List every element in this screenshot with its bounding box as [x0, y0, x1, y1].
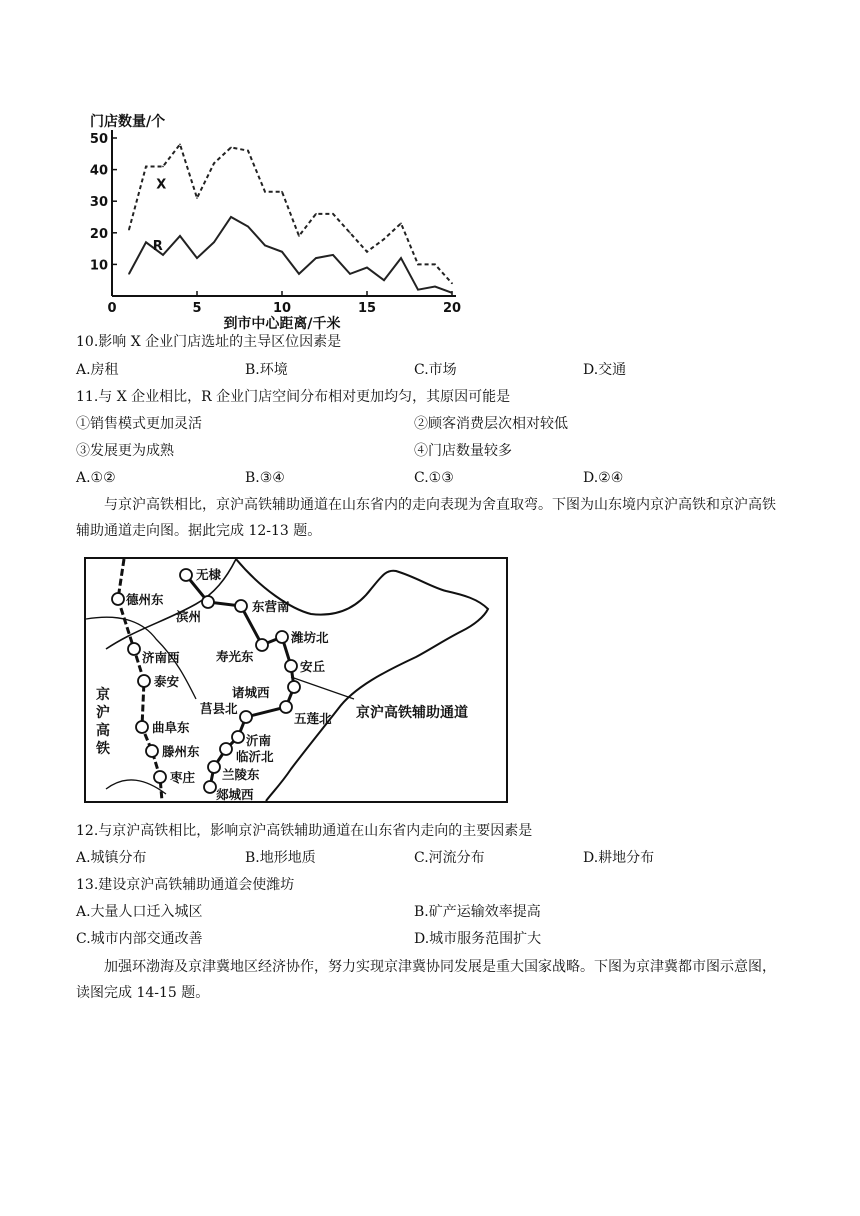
- q12-option-c[interactable]: C.河流分布: [414, 850, 485, 866]
- q11-option-b[interactable]: B.③④: [245, 470, 285, 486]
- station-tanchengxi: [204, 781, 216, 793]
- q12-option-b[interactable]: B.地形地质: [245, 850, 316, 866]
- label-yinan: 沂南: [246, 733, 272, 748]
- data-point-r: [349, 273, 351, 275]
- intro-12-13: 与京沪高铁相比，京沪高铁辅助通道在山东省内的走向表现为舍直取弯。下图为山东境内京沪高铁和京沪高铁辅助通道走向图。据此完成 12-13 题。: [76, 497, 776, 539]
- label-taian: 泰安: [154, 674, 180, 689]
- y-tick-label: 20: [89, 226, 108, 242]
- station-wulianbei: [280, 701, 292, 713]
- q10-option-d[interactable]: D.交通: [583, 362, 627, 378]
- q12-option-a[interactable]: A.城镇分布: [76, 850, 147, 866]
- data-point-x: [179, 144, 181, 146]
- q10-stem: 10.影响 X 企业门店选址的主导区位因素是: [76, 334, 342, 350]
- data-point-r: [298, 273, 300, 275]
- label-weifangbei: 潍坊北: [291, 630, 329, 645]
- data-point-r: [451, 292, 453, 294]
- label-zhuchengxi: 诸城西: [232, 685, 270, 700]
- q13-option-d[interactable]: D.城市服务范围扩大: [414, 931, 542, 947]
- q10-option-c[interactable]: C.市场: [414, 362, 457, 378]
- data-point-r: [247, 226, 249, 228]
- x-tick-label: 0: [107, 301, 117, 316]
- q13-option-b[interactable]: B.矿产运输效率提高: [414, 904, 541, 920]
- station-wudi: [180, 569, 192, 581]
- station-weifangbei: [276, 631, 288, 643]
- data-point-r: [128, 273, 130, 275]
- label-wudi: 无棣: [196, 567, 222, 582]
- data-point-x: [315, 213, 317, 215]
- y-tick-label: 40: [89, 163, 108, 179]
- data-point-x: [417, 264, 419, 266]
- data-point-r: [162, 254, 164, 256]
- q11-item-4: ④门店数量较多: [414, 443, 512, 459]
- intro-14-15: 加强环渤海及京津冀地区经济协作，努力实现京津冀协同发展是重大国家战略。下图为京津冀都市图示意图，读图完成 14-15 题。: [76, 959, 776, 1001]
- data-point-x: [366, 251, 368, 253]
- station-binzhou: [202, 596, 214, 608]
- label-zaozhuang: 枣庄: [170, 770, 196, 785]
- label-jinanxi: 济南西: [142, 650, 180, 665]
- label-tengzhoudong: 滕州东: [162, 744, 200, 759]
- label-dongyingnan: 东营南: [252, 599, 290, 614]
- coastline: [236, 559, 488, 801]
- q11-option-d[interactable]: D.②④: [583, 470, 624, 486]
- data-point-r: [230, 216, 232, 218]
- q12-stem: 12.与京沪高铁相比，影响京沪高铁辅助通道在山东省内走向的主要因素是: [76, 823, 533, 839]
- series-label-x: X: [156, 177, 167, 193]
- data-point-x: [383, 238, 385, 240]
- store-count-line-chart: [84, 108, 464, 330]
- q13-option-a[interactable]: A.大量人口迁入城区: [76, 904, 203, 920]
- station-jinanxi: [128, 643, 140, 655]
- data-point-x: [451, 283, 453, 285]
- q12-option-d[interactable]: D.耕地分布: [583, 850, 655, 866]
- data-point-x: [196, 197, 198, 199]
- q10-option-a[interactable]: A.房租: [76, 362, 119, 378]
- label-qufudong: 曲阜东: [152, 720, 190, 735]
- q11-item-2: ②顾客消费层次相对较低: [414, 416, 568, 432]
- shandong-railway-map: [84, 557, 508, 803]
- data-point-x: [400, 223, 402, 225]
- y-tick-label: 50: [89, 132, 108, 147]
- station-qufudong: [136, 721, 148, 733]
- data-point-r: [281, 251, 283, 253]
- station-juxianbei: [240, 711, 252, 723]
- q11-item-1: ①销售模式更加灵活: [76, 416, 202, 432]
- x-tick-label: 15: [357, 301, 377, 316]
- label-tanchengxi: 郯城西: [216, 787, 254, 801]
- q11-item-3: ③发展更为成熟: [76, 443, 174, 459]
- data-point-x: [434, 264, 436, 266]
- label-binzhou: 滨州: [176, 609, 202, 624]
- data-point-x: [264, 191, 266, 193]
- data-point-r: [434, 286, 436, 288]
- x-tick-label: 20: [442, 301, 462, 316]
- label-anqiu: 安丘: [300, 659, 326, 674]
- station-zhuchengxi: [288, 681, 300, 693]
- data-point-x: [230, 147, 232, 149]
- data-point-r: [400, 257, 402, 259]
- data-point-r: [366, 267, 368, 269]
- data-point-r: [383, 279, 385, 281]
- label-juxianbei: 莒县北: [200, 701, 238, 716]
- q10-option-b[interactable]: B.环境: [245, 362, 288, 378]
- series-label-r: R: [152, 239, 163, 255]
- data-point-x: [213, 162, 215, 164]
- station-dezhoudong: [112, 593, 124, 605]
- data-point-r: [264, 245, 266, 247]
- data-point-r: [315, 257, 317, 259]
- station-tengzhoudong: [146, 745, 158, 757]
- station-taian: [138, 675, 150, 687]
- station-yinan: [232, 731, 244, 743]
- station-anqiu: [285, 660, 297, 672]
- data-point-x: [298, 235, 300, 237]
- label-shouguangdong: 寿光东: [216, 649, 254, 664]
- x-axis-label: 到市中心距离/千米: [223, 316, 341, 330]
- data-point-x: [281, 191, 283, 193]
- x-tick-label: 5: [192, 301, 202, 316]
- station-linyibei: [220, 743, 232, 755]
- label-lanlingdong: 兰陵东: [222, 767, 260, 782]
- label-wulianbei: 五莲北: [294, 711, 332, 726]
- data-point-x: [162, 166, 164, 168]
- data-point-x: [349, 232, 351, 234]
- label-linyibei: 临沂北: [236, 749, 274, 764]
- data-point-r: [417, 289, 419, 291]
- data-point-r: [196, 257, 198, 259]
- q11-option-a[interactable]: A.①②: [76, 470, 116, 486]
- label-jinghu-line: 京 沪 高 铁: [96, 687, 110, 757]
- station-dongyingnan: [235, 600, 247, 612]
- station-lanlingdong: [208, 761, 220, 773]
- data-point-r: [332, 254, 334, 256]
- q13-option-c[interactable]: C.城市内部交通改善: [76, 931, 203, 947]
- q11-stem: 11.与 X 企业相比，R 企业门店空间分布相对更加均匀，其原因可能是: [76, 389, 511, 405]
- station-zaozhuang: [154, 771, 166, 783]
- q11-option-c[interactable]: C.①③: [414, 470, 454, 486]
- label-dezhoudong: 德州东: [126, 592, 164, 607]
- y-tick-label: 30: [89, 195, 108, 211]
- station-shouguangdong: [256, 639, 268, 651]
- data-point-r: [213, 241, 215, 243]
- data-point-x: [247, 150, 249, 152]
- data-point-r: [145, 241, 147, 243]
- y-tick-label: 10: [89, 258, 108, 274]
- q13-stem: 13.建设京沪高铁辅助通道会使潍坊: [76, 877, 295, 893]
- data-point-x: [332, 213, 334, 215]
- label-aux-line: 京沪高铁辅助通道: [356, 705, 468, 721]
- data-point-x: [145, 166, 147, 168]
- map-canvas: [86, 559, 506, 801]
- y-axis-label: 门店数量/个: [90, 114, 166, 130]
- data-point-x: [128, 229, 130, 231]
- data-point-r: [179, 235, 181, 237]
- chart-canvas: [84, 108, 464, 330]
- x-tick-label: 10: [272, 301, 292, 316]
